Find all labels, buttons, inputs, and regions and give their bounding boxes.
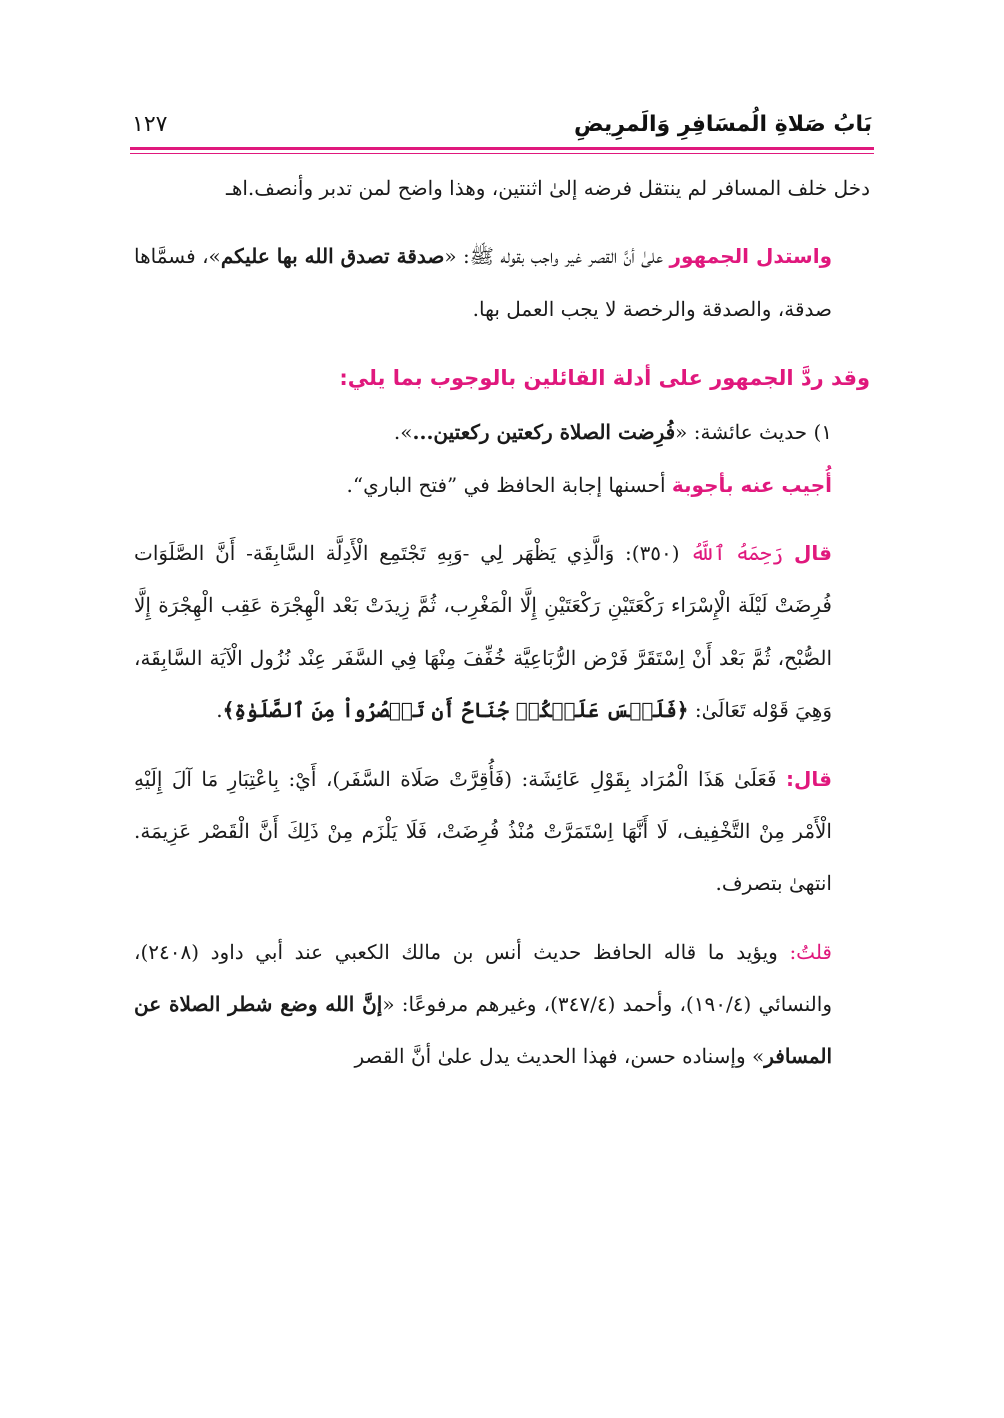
page-header [132,108,872,148]
paragraph-hafiz-quote [134,527,870,737]
chapter-title: بَابُ صَلاةِ الُمسَافِرِ وَالَمرِيضِ [573,112,872,137]
paragraph-continuation [134,162,870,214]
paragraph-text: . [216,698,223,723]
paragraph-gap [134,335,870,351]
paragraph-text: » وإسناده حسن، فهذا الحديث يدل علىٰ أنَّ القصر [354,1044,765,1069]
paragraph-text: (٣٥٠): وَالَّذِي يَظْهَر لِي -وَبِهِ تَجْتَمِع الْأَدِلَّة السَّابِقَة- أَنَّ الصَّلَوَات فُرِضَتْ لَيْلَة الْإِسْرَاء رَكْعَتَيْنِ رَكْعَتَيْنِ إِلَّا الْمَغْرِب، ثُمَّ زِيدَتْ بَعْد الْهِجْرَة عَقِب الْهِجْرَة إِلَّا الصُّبْح، ثُمَّ بَعْد أَنْ اِسْتَقَرَّ فَرْض الرُّبَاعِيَّة خُفِّفَ مِنْهَا فِي السَّفَر عِنْد نُزُول الْآيَة السَّابِقَة، وَهِيَ قَوْله تَعَالَىٰ: [134,540,832,723]
quran-ayah: ﴿فَلَيۡسَ عَلَيۡكُمۡ جُنَاحٌ أَن تَقۡصُرُواْ مِنَ ٱلصَّلَوٰةِ﴾ [222,698,689,723]
paragraph-author-comment [134,926,870,1083]
paragraph-lead: قال [794,540,832,565]
paragraph-lead: قال: [786,766,832,791]
paragraph-text: علىٰ أنَّ القصر غير واجب بقوله ﷺ: « [444,244,670,269]
section-heading-wrap [134,351,870,406]
hadith-quote: فُرِضت الصلاة ركعتين ركعتين... [412,420,676,445]
body-text [134,162,870,1083]
header-rule-thin [130,153,874,154]
paragraph-text: أحسنها إجابة الحافظ في ”فتح الباري“. [346,472,672,497]
paragraph-text: »، فسمَّاها صدقة، والصدقة والرخصة لا يجب العمل بها. [134,244,832,321]
paragraph-gap [134,910,870,926]
hadith-quote: صدقة تصدق الله بها عليكم [220,244,445,269]
section-heading: وقد ردَّ الجمهور على أدلة القائلين بالوجوب بما يلي: [339,366,870,391]
paragraph-gap [134,737,870,753]
paragraph-gap [134,214,870,230]
paragraph-text: فَعَلَىٰ هَذَا الْمُرَاد بِقَوْلِ عَائِشَة: (فَأُقِرَّتْ صَلَاة السَّفَر)، أَيْ: بِاعْتِبَارِ مَا آلَ إِلَيْهِ الْأَمْر مِنْ التَّخْفِيف، لَا أَنَّهَا اِسْتَمَرَّتْ مُنْذُ فُرِضَتْ، فَلَا يَلْزَم مِنْ ذَلِكَ أَنَّ الْقَصْر عَزِيمَة. انتهىٰ بتصرف. [134,766,832,896]
header-rule-thick [130,147,874,150]
paragraph-lead: واستدل الجمهور [669,244,833,269]
paragraph-jumhur-evidence [134,230,870,335]
paragraph-text: ويؤيد ما قاله الحافظ حديث أنس بن مالك الكعبي عند أبي داود (٢٤٠٨)، والنسائي (١٩٠/٤)، وأحمد (٣٤٧/٤)، وغيرهم مرفوعًا: « [134,939,832,1017]
paragraph-gap [134,511,870,527]
paragraph-lead: قلتُ: [789,939,832,964]
paragraph-text: دخل خلف المسافر لم ينتقل فرضه إلىٰ اثنتين، وهذا واضح لمن تدبر وأنصف.اهـ [225,176,870,200]
paragraph-hafiz-explanation [134,753,870,910]
page-number: ١٢٧ [132,112,168,137]
honorific: رَحِمَهُ ٱللَّهُ [679,540,795,565]
list-item-text: ١) حديث عائشة: « [675,420,832,445]
hadith-quote: إنَّ الله وضع شطر الصلاة عن المسافر [134,992,832,1069]
paragraph-lead: أُجيب عنه بأجوبة [671,472,832,497]
paragraph-answer [134,459,870,511]
list-item-1 [134,406,870,458]
list-item-text: ». [393,420,413,445]
